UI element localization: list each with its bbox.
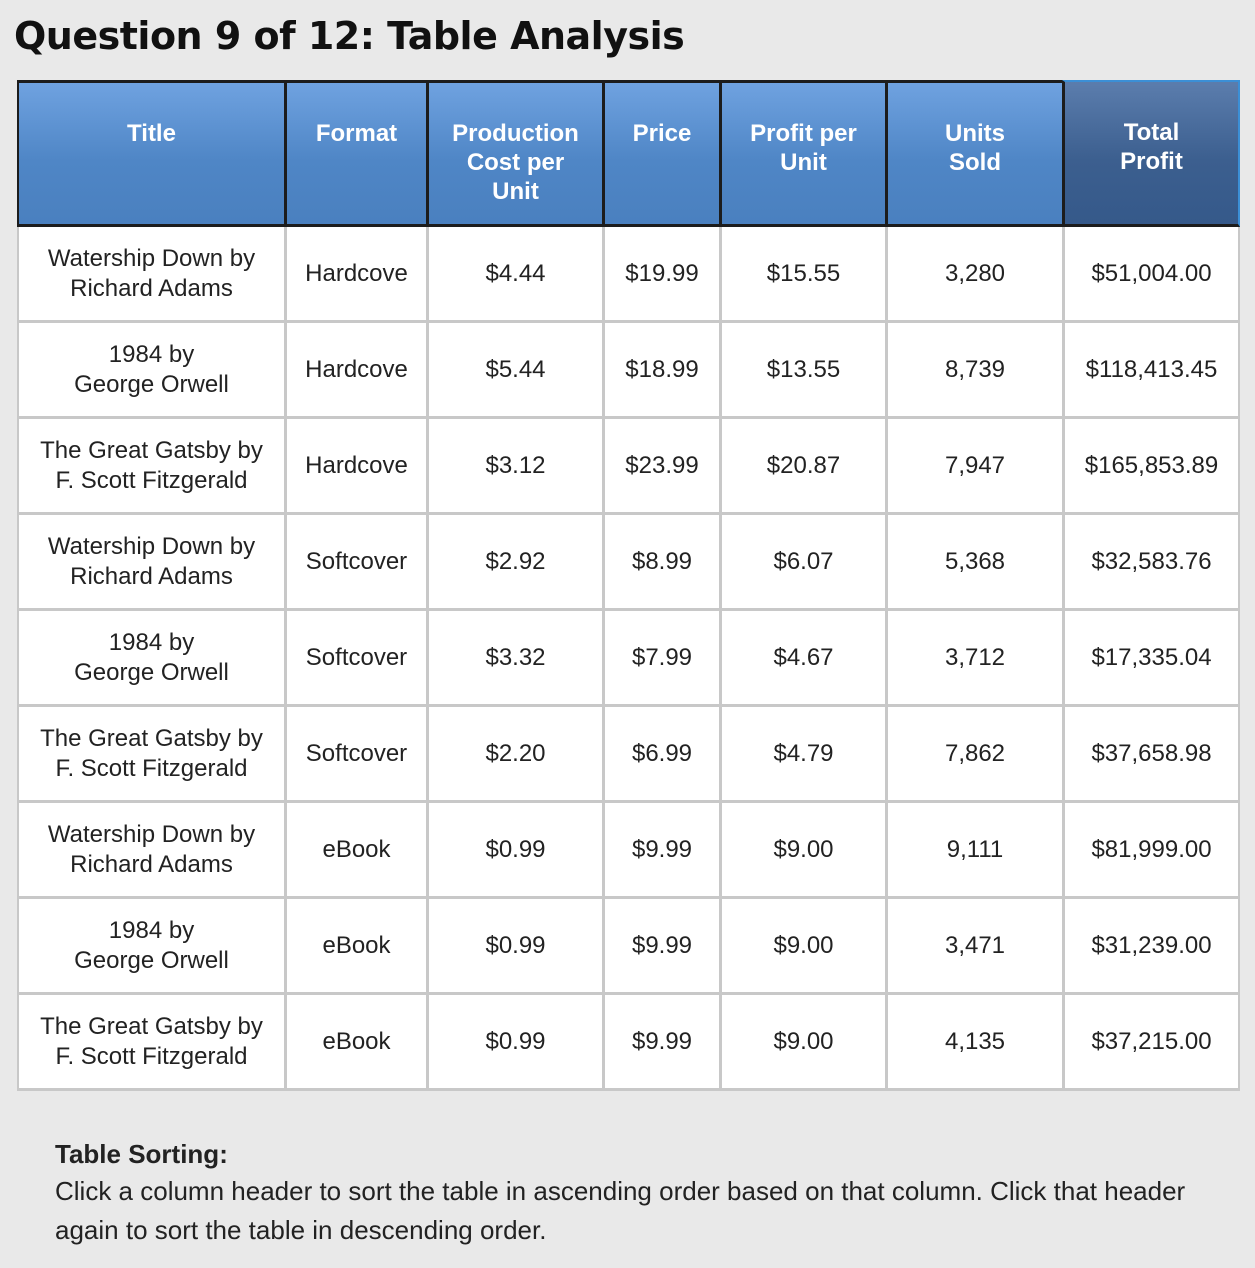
page-title: Question 9 of 12: Table Analysis xyxy=(14,14,685,58)
cell-profit-per-unit: $15.55 xyxy=(719,227,885,323)
cell-profit-per-unit: $9.00 xyxy=(719,803,885,899)
table-row xyxy=(17,803,1240,899)
table-row xyxy=(17,419,1240,515)
cell-units-sold: 7,862 xyxy=(885,707,1062,803)
cell-price: $23.99 xyxy=(602,419,719,515)
cell-production-cost: $4.44 xyxy=(426,227,602,323)
cell-price: $7.99 xyxy=(602,611,719,707)
cell-profit-per-unit: $9.00 xyxy=(719,995,885,1091)
cell-profit-per-unit: $13.55 xyxy=(719,323,885,419)
cell-units-sold: 9,111 xyxy=(885,803,1062,899)
cell-price: $9.99 xyxy=(602,803,719,899)
cell-price: $8.99 xyxy=(602,515,719,611)
cell-units-sold: 5,368 xyxy=(885,515,1062,611)
cell-title xyxy=(17,899,284,995)
cell-units-sold: 7,947 xyxy=(885,419,1062,515)
sorting-help-heading: Table Sorting: xyxy=(55,1139,228,1169)
sorting-help-text: Click a column header to sort the table in ascending order based on that column. Click that header again to sort the table in descending order. xyxy=(55,1176,1186,1245)
cell-price: $18.99 xyxy=(602,323,719,419)
sorting-help xyxy=(55,1136,1215,1250)
cell-total-profit: $17,335.04 xyxy=(1062,611,1240,707)
cell-production-cost: $2.20 xyxy=(426,707,602,803)
title-line-1: Watership Down by xyxy=(47,820,256,848)
cell-format: Softcover xyxy=(284,611,426,707)
column-header-title[interactable]: Title xyxy=(17,80,284,227)
title-line-2: F. Scott Fitzgerald xyxy=(55,466,248,494)
cell-units-sold: 4,135 xyxy=(885,995,1062,1091)
cell-title xyxy=(17,419,284,515)
data-table xyxy=(17,80,1240,1091)
cell-production-cost: $2.92 xyxy=(426,515,602,611)
cell-total-profit: $31,239.00 xyxy=(1062,899,1240,995)
title-line-1: The Great Gatsby by xyxy=(40,1012,263,1040)
table-row xyxy=(17,227,1240,323)
cell-title xyxy=(17,995,284,1091)
cell-production-cost: $0.99 xyxy=(426,803,602,899)
cell-total-profit: $51,004.00 xyxy=(1062,227,1240,323)
cell-production-cost: $5.44 xyxy=(426,323,602,419)
title-line-1: Watership Down by xyxy=(47,532,256,560)
cell-title xyxy=(17,611,284,707)
cell-price: $19.99 xyxy=(602,227,719,323)
cell-production-cost: $3.12 xyxy=(426,419,602,515)
cell-title xyxy=(17,227,284,323)
cell-production-cost: $0.99 xyxy=(426,995,602,1091)
cell-format: Hardcove xyxy=(284,419,426,515)
cell-format: eBook xyxy=(284,995,426,1091)
cell-units-sold: 3,712 xyxy=(885,611,1062,707)
title-line-1: 1984 by xyxy=(108,628,195,656)
table-row xyxy=(17,707,1240,803)
cell-profit-per-unit: $6.07 xyxy=(719,515,885,611)
title-line-1: 1984 by xyxy=(108,340,195,368)
cell-total-profit: $37,658.98 xyxy=(1062,707,1240,803)
cell-title xyxy=(17,323,284,419)
cell-profit-per-unit: $20.87 xyxy=(719,419,885,515)
cell-format: Softcover xyxy=(284,707,426,803)
title-line-2: George Orwell xyxy=(74,946,229,974)
cell-profit-per-unit: $4.79 xyxy=(719,707,885,803)
cell-price: $6.99 xyxy=(602,707,719,803)
cell-total-profit: $165,853.89 xyxy=(1062,419,1240,515)
data-table-container xyxy=(17,80,1240,1091)
cell-units-sold: 3,471 xyxy=(885,899,1062,995)
title-line-2: F. Scott Fitzgerald xyxy=(55,754,248,782)
column-header-profit-per-unit[interactable]: Profit per Unit xyxy=(719,80,885,227)
cell-price: $9.99 xyxy=(602,995,719,1091)
title-line-2: George Orwell xyxy=(74,370,229,398)
title-line-1: Watership Down by xyxy=(47,244,256,272)
title-line-2: Richard Adams xyxy=(70,274,233,302)
cell-units-sold: 8,739 xyxy=(885,323,1062,419)
cell-total-profit: $37,215.00 xyxy=(1062,995,1240,1091)
cell-total-profit: $118,413.45 xyxy=(1062,323,1240,419)
title-line-1: The Great Gatsby by xyxy=(40,436,263,464)
title-line-2: F. Scott Fitzgerald xyxy=(55,1042,248,1070)
cell-format: eBook xyxy=(284,803,426,899)
cell-format: Hardcove xyxy=(284,227,426,323)
title-line-2: Richard Adams xyxy=(70,562,233,590)
column-header-format[interactable]: Format xyxy=(284,80,426,227)
cell-production-cost: $3.32 xyxy=(426,611,602,707)
cell-format: Softcover xyxy=(284,515,426,611)
table-row xyxy=(17,611,1240,707)
cell-price: $9.99 xyxy=(602,899,719,995)
cell-format: Hardcove xyxy=(284,323,426,419)
cell-title xyxy=(17,515,284,611)
cell-title xyxy=(17,707,284,803)
table-row xyxy=(17,899,1240,995)
column-header-production-cost[interactable]: Production Cost per Unit xyxy=(426,80,602,227)
column-header-price[interactable]: Price xyxy=(602,80,719,227)
cell-total-profit: $81,999.00 xyxy=(1062,803,1240,899)
title-line-2: George Orwell xyxy=(74,658,229,686)
cell-production-cost: $0.99 xyxy=(426,899,602,995)
title-line-1: 1984 by xyxy=(108,916,195,944)
table-row xyxy=(17,995,1240,1091)
table-row xyxy=(17,515,1240,611)
cell-units-sold: 3,280 xyxy=(885,227,1062,323)
cell-profit-per-unit: $9.00 xyxy=(719,899,885,995)
table-row xyxy=(17,323,1240,419)
title-line-2: Richard Adams xyxy=(70,850,233,878)
title-line-1: The Great Gatsby by xyxy=(40,724,263,752)
column-header-units-sold[interactable]: Units Sold xyxy=(885,80,1062,227)
cell-profit-per-unit: $4.67 xyxy=(719,611,885,707)
column-header-total-profit[interactable]: Total Profit xyxy=(1062,80,1240,227)
cell-format: eBook xyxy=(284,899,426,995)
header-row xyxy=(17,80,1240,227)
cell-title xyxy=(17,803,284,899)
cell-total-profit: $32,583.76 xyxy=(1062,515,1240,611)
